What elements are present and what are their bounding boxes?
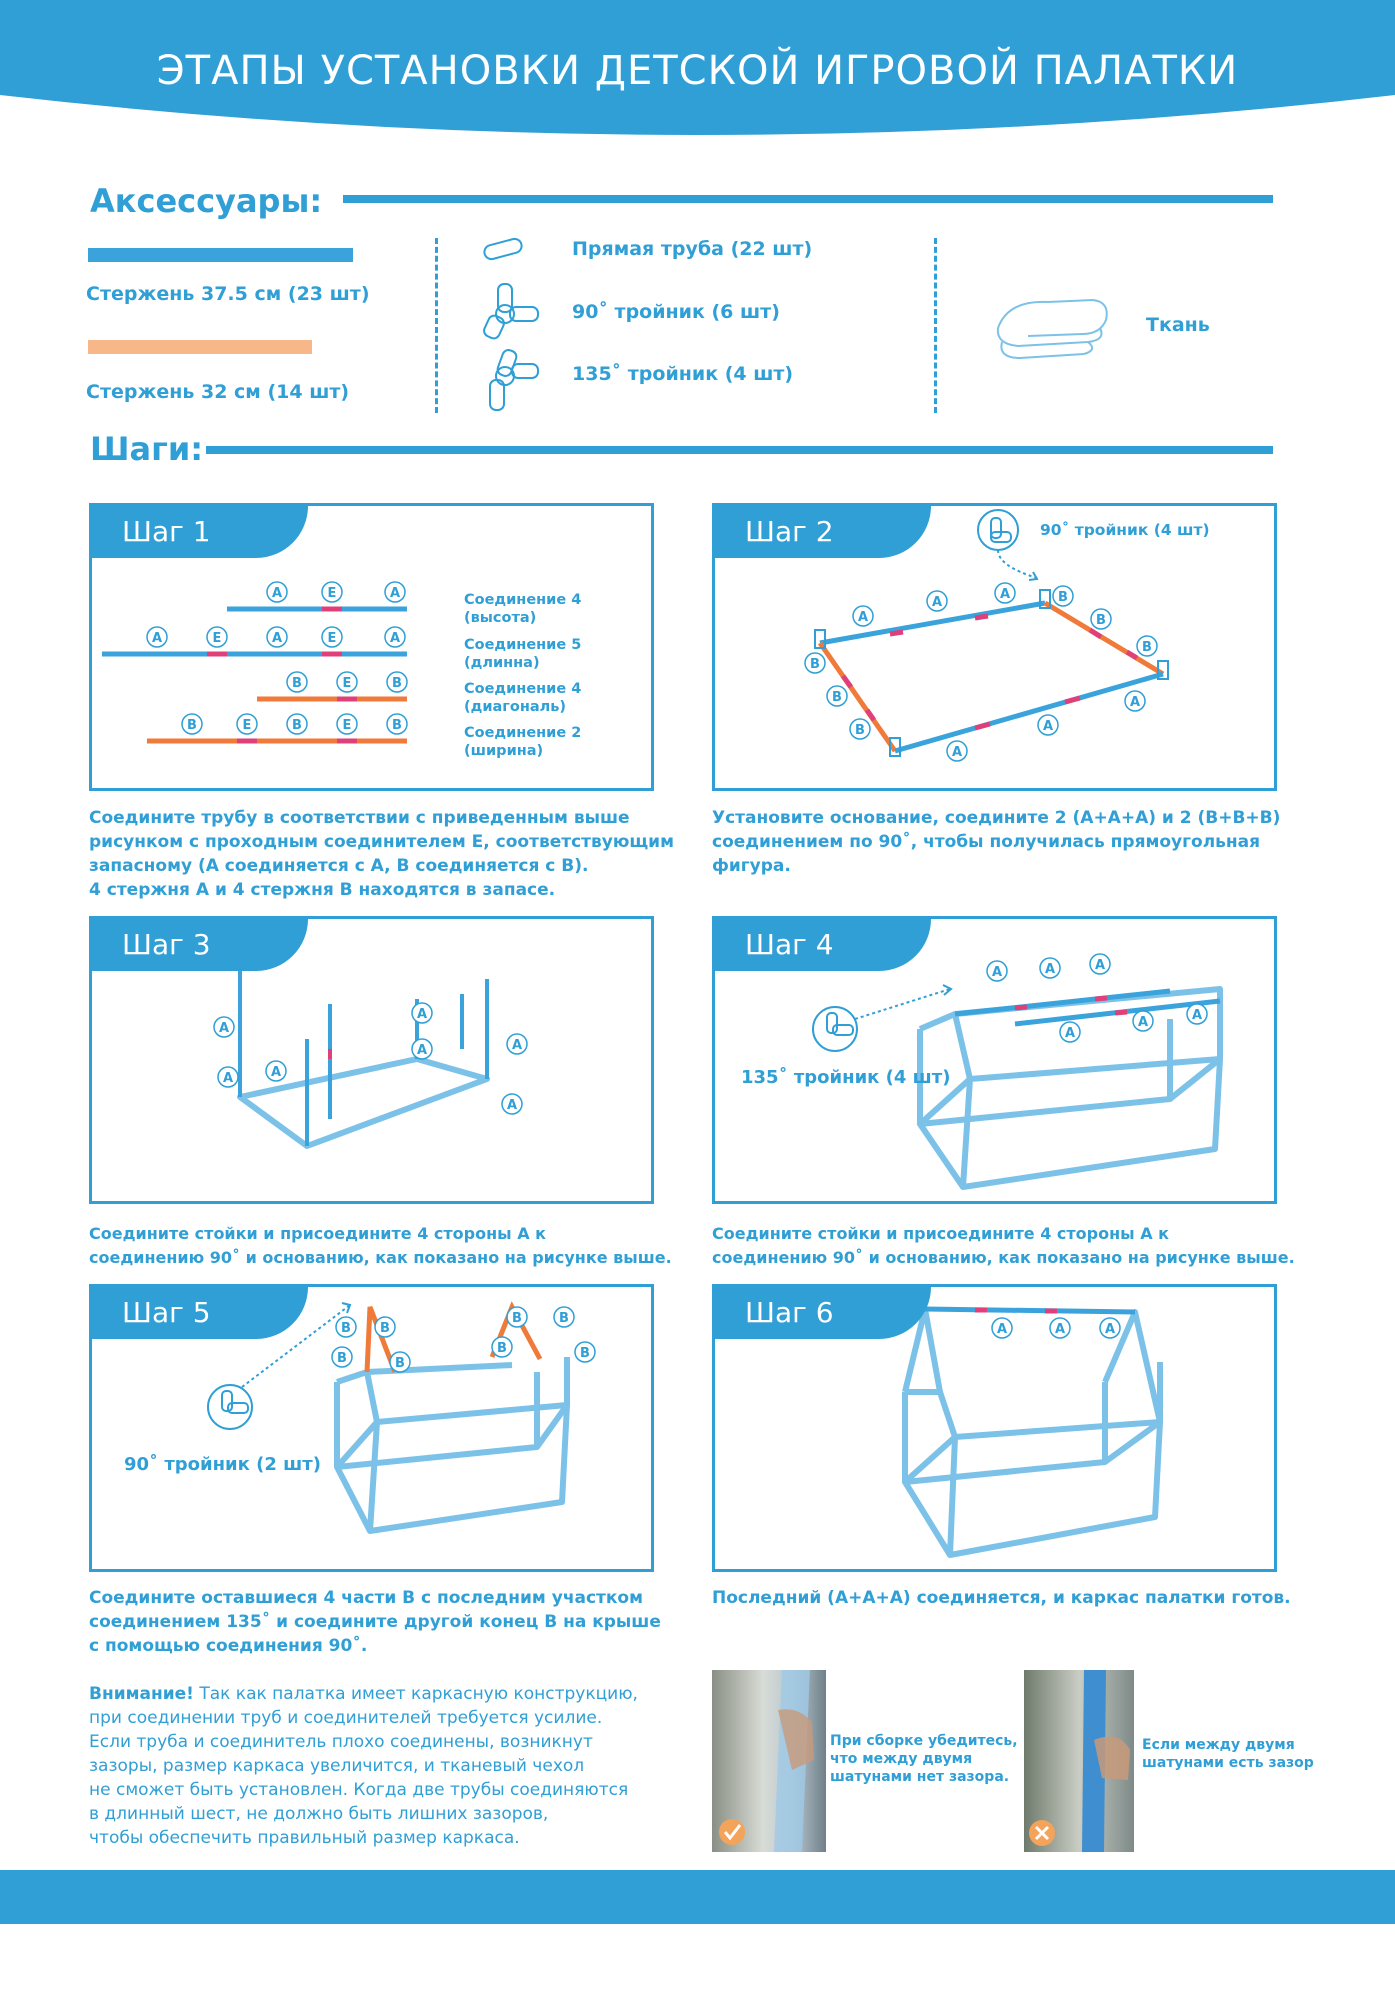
step5-description: Соедините оставшиеся 4 части B с последним участком соединением 135˚ и соедините другой конец B на крыше с помощью соединения 90˚. [89,1588,661,1656]
step3-description: Соедините стойки и присоедините 4 стороны A к соединению 90˚ и основанию, как показано на рисунке выше. [89,1224,672,1267]
step1-line-width: Соединение 2 (ширина) [464,725,582,759]
step5-label-b: B [341,1321,351,1336]
step1-label-a: A [151,631,163,646]
step1-label-b: B [292,676,302,691]
straight-pipe-label: Прямая труба (22 шт) [572,238,813,260]
step2-label-b: B [1142,640,1152,655]
photo-good-caption: При сборке убедитесь, что между двумя шатунами нет зазора. [830,1733,1018,1785]
rod-long-swatch [88,248,353,262]
step5-label-b: B [580,1346,590,1361]
step6-label-a: A [1104,1322,1116,1337]
rod-short-swatch [88,340,312,354]
warning-bold: Внимание! [89,1684,194,1704]
step1-label-a: A [389,586,401,601]
step5-label-b: B [395,1356,405,1371]
step4-label-a: A [1044,962,1056,977]
step5-callout: 90˚ тройник (2 шт) [124,1454,321,1475]
step1-label-a: A [271,586,283,601]
photo-bad-caption: Если между двумя шатунами есть зазор [1142,1737,1314,1771]
step1-label-e: E [242,718,252,733]
step2-tab: Шаг 2 [715,506,931,558]
step1-label-b: B [292,718,302,733]
step5-label-b: B [497,1341,507,1356]
tee135-label: 135˚ тройник (4 шт) [572,363,794,385]
step1-tab: Шаг 1 [92,506,308,558]
step5-label-b: B [380,1321,390,1336]
step3-label-a: A [511,1038,523,1053]
step2-label-a: A [1129,695,1141,710]
step2-label-b: B [855,723,865,738]
divider-1 [435,238,438,413]
step5-label-b: B [559,1311,569,1326]
step5-tab: Шаг 5 [92,1287,308,1339]
photo-good [712,1670,826,1852]
step1-label-b: B [392,718,402,733]
step2-label-b: B [1058,590,1068,605]
step5-label-b: B [512,1311,522,1326]
straight-pipe-icon [483,237,523,260]
connector-icons [470,232,580,422]
step2-label-a: A [931,595,943,610]
fabric-icon [988,288,1118,368]
step2-panel [712,503,1277,791]
step6-label-a: A [996,1322,1008,1337]
step1-label-e: E [327,586,337,601]
step1-label-a: A [271,631,283,646]
step4-label-a: A [1137,1015,1149,1030]
accessories-rule [343,195,1273,203]
step4-label-a: A [1191,1008,1203,1023]
divider-2 [934,238,937,413]
step1-label-b: B [392,676,402,691]
step1-label-e: E [342,676,352,691]
step2-label-a: A [857,610,869,625]
step4-label-a: A [1064,1026,1076,1041]
step2-description: Установите основание, соедините 2 (A+A+A) и 2 (B+B+B) соединением по 90˚, чтобы получилась прямоугольная фигура. [712,808,1281,876]
step1-label-e: E [342,718,352,733]
step6-description: Последний (A+A+A) соединяется, и каркас палатки готов. [712,1588,1291,1608]
step1-description: Соедините трубу в соответствии с приведенным выше рисунком с проходным соединителем E, соответствующим запасному (A соединяется с A, B соединяется с B). 4 стержня A и 4 стержня B находятся в запасе. [89,808,674,900]
step2-label-b: B [1096,613,1106,628]
footer-band [0,1870,1395,1924]
photo-bad [1024,1670,1134,1852]
step4-label-a: A [1094,958,1106,973]
step2-label-a: A [1042,719,1054,734]
step3-label-a: A [222,1071,234,1086]
tee90-label: 90˚ тройник (6 шт) [572,301,780,323]
step1-label-a: A [389,631,401,646]
step3-label-a: A [270,1065,282,1080]
step1-line-diagonal: Соединение 4 (диагональ) [464,681,582,715]
step3-panel [89,916,654,1204]
steps-rule [206,446,1273,454]
step5-label-b: B [337,1351,347,1366]
tee90-icon [482,284,538,340]
rod-short-label: Стержень 32 см (14 шт) [86,381,350,403]
step6-label-a: A [1054,1322,1066,1337]
tee135-icon [490,348,538,410]
step3-tab: Шаг 3 [92,919,308,971]
steps-title: Шаги: [90,430,204,468]
step3-label-a: A [506,1098,518,1113]
step1-label-e: E [212,631,222,646]
step2-callout: 90˚ тройник (4 шт) [1040,521,1210,539]
step3-label-a: A [218,1021,230,1036]
step2-label-b: B [832,690,842,705]
step6-panel [712,1284,1277,1572]
step2-label-a: A [951,745,963,760]
step5-panel [89,1284,654,1572]
page-title: ЭТАПЫ УСТАНОВКИ ДЕТСКОЙ ИГРОВОЙ ПАЛАТКИ [156,48,1239,94]
step1-line-height: Соединение 4 (высота) [464,592,582,626]
step4-callout: 135˚ тройник (4 шт) [741,1067,951,1088]
step3-label-a: A [416,1007,428,1022]
step4-tab: Шаг 4 [715,919,931,971]
step1-label-e: E [327,631,337,646]
step1-panel [89,503,654,791]
fabric-label: Ткань [1146,314,1210,336]
step1-label-b: B [187,718,197,733]
rod-long-label: Стержень 37.5 см (23 шт) [86,283,370,305]
step1-line-length: Соединение 5 (длинна) [464,637,582,671]
step3-label-a: A [416,1043,428,1058]
step2-label-b: B [810,657,820,672]
accessories-title: Аксессуары: [90,182,323,220]
step6-tab: Шаг 6 [715,1287,931,1339]
step2-label-a: A [999,587,1011,602]
step4-label-a: A [991,965,1003,980]
warning-text: Внимание! Так как палатка имеет каркасную конструкцию, при соединении труб и соединителей требуется усилие. Если труба и соединитель плохо соединены, возникнут зазоры, размер каркаса увеличится, и тканевый чехол не сможет быть установлен. Когда две трубы соединяются в длинный шест, не должно быть лишних зазоров, чтобы обеспечить правильный размер каркаса. [89,1684,638,1848]
step4-panel [712,916,1277,1204]
step4-description: Соедините стойки и присоедините 4 стороны A к соединению 90˚ и основанию, как показано на рисунке выше. [712,1224,1295,1267]
